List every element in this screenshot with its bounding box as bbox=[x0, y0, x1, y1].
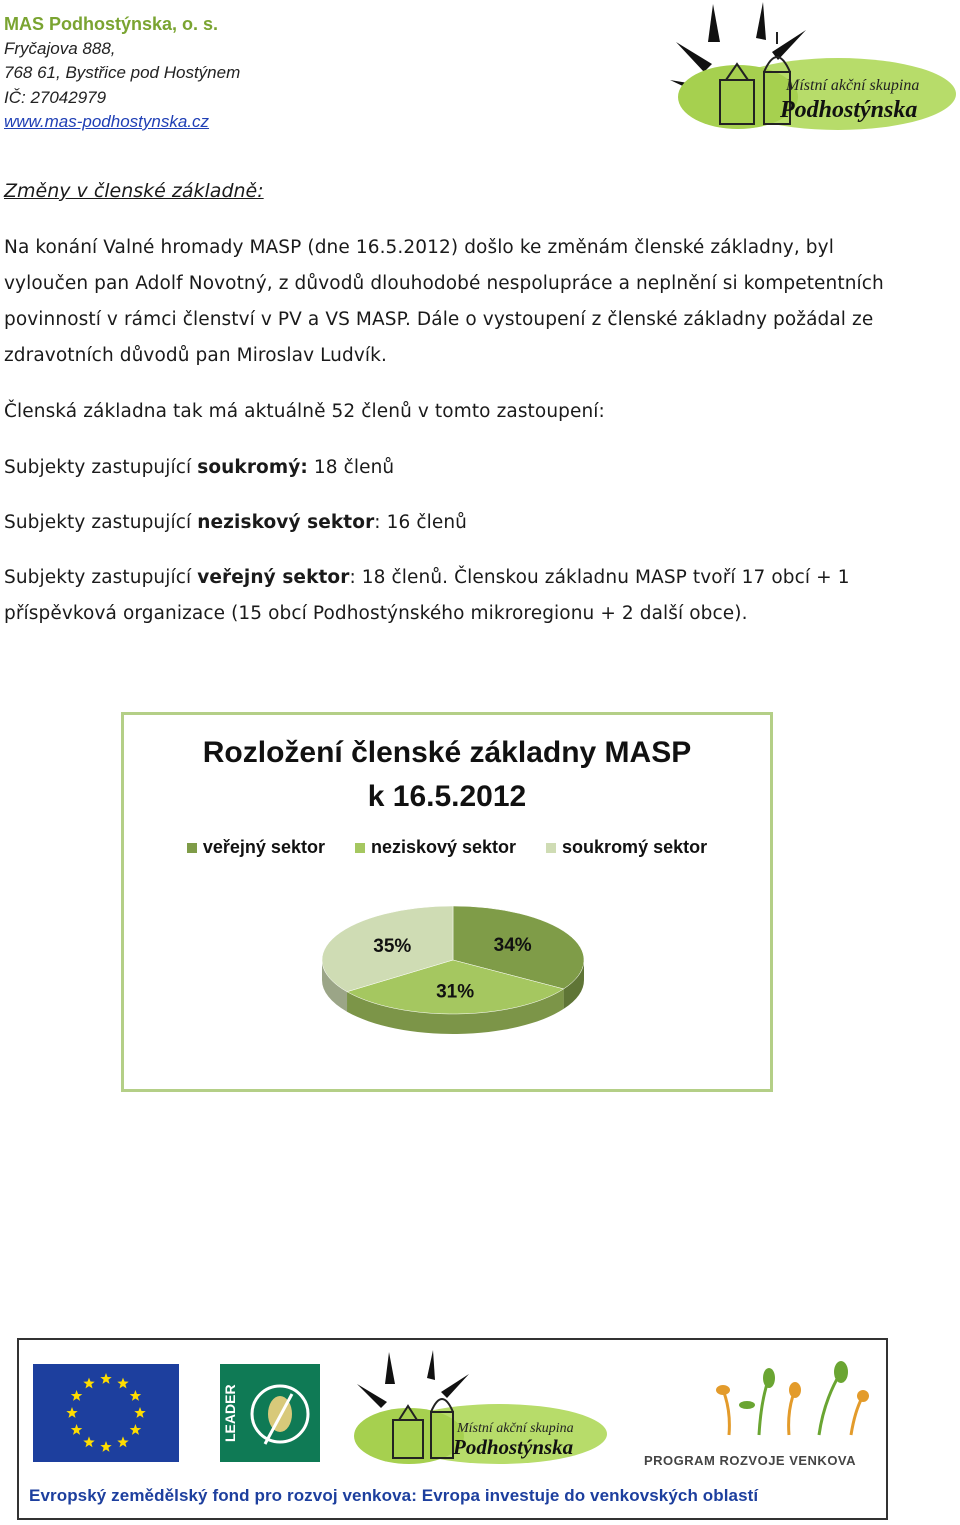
footer-sun-icon bbox=[357, 1350, 469, 1408]
paragraph-changes: Na konání Valné hromady MASP (dne 16.5.2012) došlo ke změnám členské základny, byl vyloučen pan Adolf Novotný, z důvodů dlouhodobé nespolupráce a neplnění si kompetentních povinností v rámci členství v PV a VS MASP. Dále o vystoupení z členské základny požádal ze zdravotních důvodů pan Miroslav Ludvík. bbox=[4, 237, 884, 366]
leader-label: LEADER bbox=[222, 1384, 238, 1442]
public-prefix: Subjekty zastupující bbox=[4, 567, 198, 588]
logo-line2: Podhostýnska bbox=[780, 97, 918, 123]
chart-title-line1: Rozložení členské základny MASP bbox=[202, 736, 692, 769]
private-prefix: Subjekty zastupující bbox=[4, 457, 198, 478]
legend-label: veřejný sektor bbox=[202, 837, 325, 857]
chart-title-line2: k 16.5.2012 bbox=[367, 780, 527, 813]
eu-star-icon bbox=[134, 1407, 145, 1418]
prv-label: PROGRAM ROZVOJE VENKOVA bbox=[643, 1453, 857, 1468]
website-link[interactable]: www.mas-podhostynska.cz bbox=[4, 112, 210, 131]
legend-label: soukromý sektor bbox=[562, 837, 708, 857]
footer-logo-line2: Podhostýnska bbox=[453, 1435, 574, 1459]
eu-star-icon bbox=[71, 1424, 83, 1435]
street-address: Fryčajova 888, bbox=[4, 38, 116, 58]
eu-star-icon bbox=[100, 1373, 111, 1384]
organization-name: MAS Podhostýnska, o. s. bbox=[4, 14, 219, 34]
eu-star-icon bbox=[117, 1378, 128, 1389]
private-label: soukromý: bbox=[197, 457, 308, 478]
section-heading: Změny v členské základně: bbox=[4, 180, 264, 202]
funding-caption: Evropský zemědělský fond pro rozvoj venkova: Evropa investuje do venkovských oblastí bbox=[29, 1486, 759, 1505]
paragraph-public bbox=[4, 560, 904, 632]
eu-star-icon bbox=[130, 1390, 142, 1401]
logo-line1: Místní akční skupina bbox=[786, 77, 920, 94]
pie-data-label: 34% bbox=[493, 934, 532, 956]
paragraph-nonprofit bbox=[4, 505, 904, 541]
funding-banner bbox=[17, 1338, 888, 1520]
nonprofit-prefix: Subjekty zastupující bbox=[4, 512, 198, 533]
eu-flag-icon bbox=[33, 1364, 179, 1462]
public-label: veřejný sektor bbox=[197, 567, 350, 588]
paragraph-membership: Členská základna tak má aktuálně 52 členů v tomto zastoupení: bbox=[4, 401, 605, 422]
eu-star-icon bbox=[83, 1436, 94, 1447]
public-suffix: : 18 členů. Členskou základnu MASP tvoří 17 obcí + 1 příspěvková organizace (15 obcí Podhostýnského mikroregionu + 2 další obce). bbox=[4, 567, 850, 624]
prv-logo bbox=[619, 1360, 881, 1470]
eu-star-icon bbox=[83, 1378, 94, 1389]
footer-mas-logo bbox=[349, 1350, 609, 1470]
pie-data-label: 35% bbox=[373, 935, 412, 957]
city-address: 768 61, Bystřice pod Hostýnem bbox=[4, 63, 241, 82]
pie-plot bbox=[124, 715, 770, 1089]
private-suffix: 18 členů bbox=[307, 457, 395, 478]
leader-logo bbox=[220, 1364, 320, 1462]
legend-label: neziskový sektor bbox=[370, 837, 517, 857]
eu-star-icon bbox=[66, 1407, 77, 1418]
paragraph-private bbox=[4, 450, 904, 486]
mas-podhostynska-logo bbox=[668, 2, 958, 137]
eu-star-icon bbox=[71, 1390, 83, 1401]
letterhead-address bbox=[4, 12, 240, 135]
pie-chart bbox=[121, 712, 773, 1092]
nonprofit-label: neziskový sektor bbox=[197, 512, 375, 533]
eu-star-icon bbox=[130, 1424, 142, 1435]
eu-star-icon bbox=[117, 1436, 128, 1447]
nonprofit-suffix: : 16 členů bbox=[374, 512, 467, 533]
eu-star-icon bbox=[100, 1441, 111, 1452]
pie-data-label: 31% bbox=[436, 981, 475, 1003]
prv-plants-icon bbox=[619, 1360, 881, 1440]
company-id: IČ: 27042979 bbox=[4, 87, 107, 107]
footer-logo-line1: Místní akční skupina bbox=[457, 1421, 574, 1436]
